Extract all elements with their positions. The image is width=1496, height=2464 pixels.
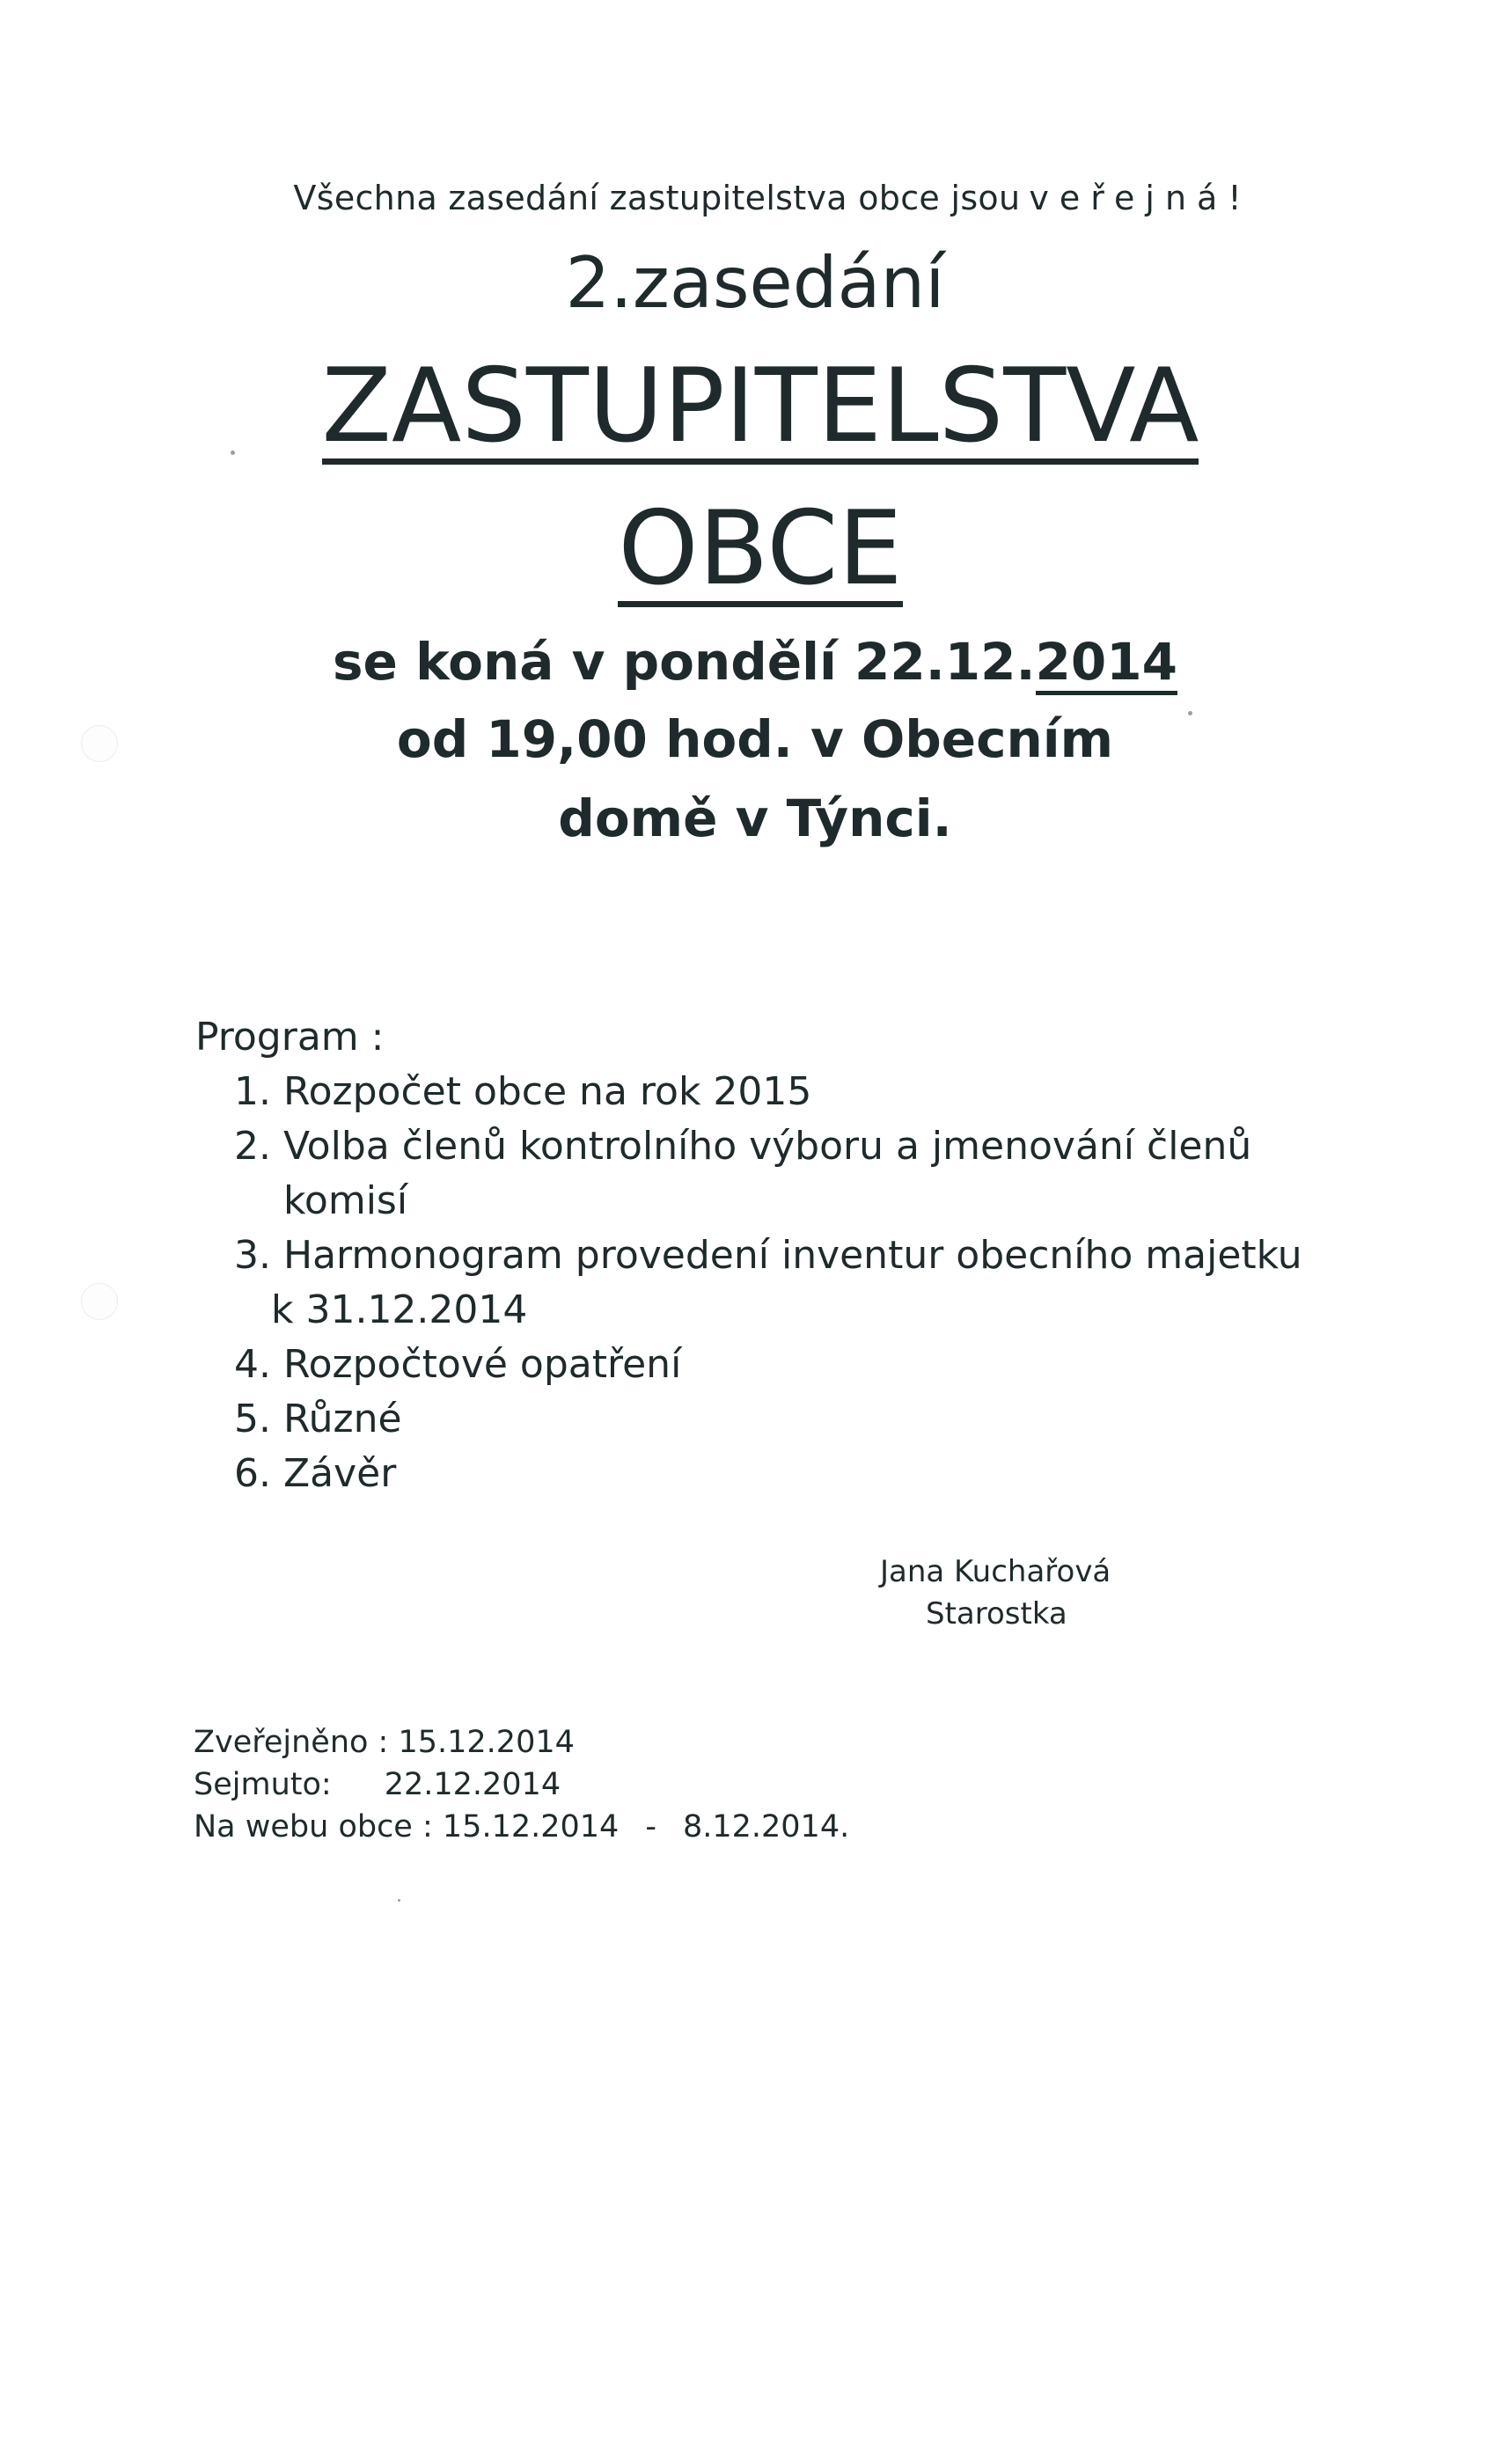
title-municipality: OBCE [618, 489, 903, 608]
program-item-text: Rozpočet obce na rok 2015 [283, 1069, 812, 1114]
program-item-number: 6. [234, 1451, 271, 1496]
scan-speck [398, 1899, 400, 1902]
program-label: Program : [195, 1015, 385, 1060]
program-item [195, 1447, 1339, 1501]
removed-date: 22.12.2014 [384, 1767, 561, 1802]
public-meeting-note [25, 174, 1496, 222]
mayor-name: Jana Kuchařová [880, 1554, 1111, 1589]
program-section [195, 1010, 1339, 1501]
program-item-text: Různé [283, 1397, 402, 1441]
program-item-number: 1. [234, 1069, 271, 1114]
session-number: 2.zasedání [565, 242, 945, 324]
program-item-text: Volba členů kontrolního výboru a jmenování členů [283, 1124, 1252, 1169]
web-row [194, 1806, 986, 1848]
published-label: Zveřejněno : [194, 1725, 389, 1760]
title-council: ZASTUPITELSTVA [321, 347, 1199, 466]
program-item-number: 4. [234, 1342, 271, 1387]
program-item [195, 1392, 1339, 1447]
meeting-place-line: domě v Týnci. [558, 788, 952, 848]
meeting-time-line: od 19,00 hod. v Obecním [396, 709, 1114, 769]
program-item-text-continued: komisí [283, 1178, 408, 1223]
meeting-date-text: se koná v pondělí 22.12. [333, 632, 1036, 692]
mayor-role: Starostka [926, 1596, 1067, 1632]
program-item-number: 3. [234, 1233, 271, 1278]
published-row [194, 1721, 986, 1764]
public-note-emphasis: veřejná! [1029, 179, 1252, 217]
program-item [195, 1065, 1339, 1119]
title-line-1 [12, 345, 1496, 468]
web-label: Na webu obce : [194, 1809, 433, 1844]
punch-hole-mark [81, 1283, 118, 1320]
program-item [195, 1228, 1339, 1338]
web-from-date: 15.12.2014 [442, 1809, 620, 1844]
program-item-number: 2. [234, 1124, 271, 1169]
program-item-text: Rozpočtové opatření [283, 1342, 682, 1387]
removed-label: Sejmuto: [194, 1767, 332, 1802]
title-line-2 [12, 488, 1496, 611]
web-to-date: 8.12.2014. [682, 1809, 850, 1844]
program-item-text: Harmonogram provedení inventur obecního majetku [283, 1233, 1302, 1278]
program-item [195, 1119, 1339, 1228]
public-note-text: Všechna zasedání zastupitelstva obce jsou [293, 179, 1021, 217]
signature-block [880, 1551, 1144, 1635]
program-item [195, 1338, 1339, 1392]
program-item-number: 5. [234, 1397, 271, 1441]
program-item-text: Závěr [283, 1451, 397, 1496]
meeting-date-line [7, 623, 1496, 700]
removed-row [194, 1764, 986, 1806]
program-list [195, 1065, 1339, 1501]
program-item-text-continued: k 31.12.2014 [271, 1287, 528, 1332]
published-date: 15.12.2014 [398, 1725, 575, 1760]
meeting-year: 2014 [1036, 633, 1177, 695]
web-separator: - [645, 1809, 656, 1844]
posting-record [194, 1721, 986, 1848]
